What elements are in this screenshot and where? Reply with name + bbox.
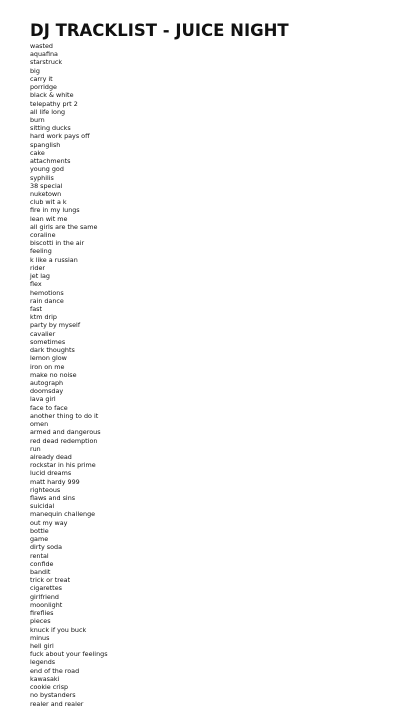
track-item: doomsday — [30, 387, 64, 396]
track-item: spanglish — [30, 140, 61, 149]
track-item: all life long — [30, 107, 66, 116]
track-item: biscotti in the air — [30, 239, 85, 248]
track-item: k like a russian — [30, 255, 78, 264]
page-title: DJ TRACKLIST - JUICE NIGHT — [30, 21, 289, 40]
track-item: rockstar in his prime — [30, 461, 96, 470]
track-item: burn — [30, 115, 45, 124]
track-item: girlfriend — [30, 592, 59, 601]
track-item: feeling — [30, 247, 52, 256]
track-item: bandit — [30, 568, 51, 576]
track-item: already dead — [30, 452, 72, 461]
track-item: hell girl — [30, 641, 54, 650]
track-item: coraline — [30, 231, 56, 240]
track-item: attachments — [30, 157, 71, 166]
track-item: confide — [30, 559, 54, 568]
track-item: flaws and sins — [30, 494, 76, 503]
track-item: fast — [30, 305, 43, 313]
track-item: fuck about your feelings — [30, 650, 108, 659]
track-item: another thing to do it — [30, 411, 99, 420]
track-item: ktm drip — [30, 313, 57, 322]
track-item: legends — [30, 658, 56, 667]
track-item: red dead redemption — [30, 436, 98, 445]
track-item: knuck if you buck — [30, 625, 87, 634]
track-item: syphilis — [30, 173, 54, 182]
track-item: make no noise — [30, 370, 77, 379]
track-item: telepathy prt 2 — [30, 99, 78, 108]
track-item: black & white — [30, 91, 74, 100]
track-item: cavalier — [30, 329, 56, 338]
track-item: kawasaki — [30, 674, 60, 683]
track-item: rider — [30, 263, 46, 272]
track-item: lemon glow — [30, 354, 67, 363]
track-item: jet lag — [30, 272, 50, 281]
track-item: autograph — [30, 378, 64, 387]
track-item: omen — [30, 420, 49, 429]
track-item: manequin challenge — [30, 510, 96, 519]
track-item: sitting ducks — [30, 124, 71, 133]
track-item: suicidal — [30, 502, 55, 511]
track-item: pieces — [30, 617, 51, 626]
track-item: realer and realer — [30, 699, 84, 708]
track-item: starstruck — [30, 58, 63, 67]
track-item: porridge — [30, 83, 57, 92]
track-item: cookie crisp — [30, 683, 69, 692]
track-item: face to face — [30, 403, 68, 412]
tracklist-document — [30, 20, 395, 708]
track-list — [30, 42, 395, 708]
track-item: carry it — [30, 74, 53, 83]
track-item: club wit a k — [30, 198, 67, 207]
track-item: sometimes — [30, 337, 66, 346]
track-item: dark thoughts — [30, 346, 75, 355]
track-item: nuketown — [30, 189, 62, 198]
track-item: lava girl — [30, 395, 56, 404]
track-item: trick or treat — [30, 576, 71, 585]
track-item: wasted — [30, 42, 53, 50]
track-item: moonlight — [30, 600, 63, 609]
track-item: big — [30, 66, 40, 75]
track-item: bottle — [30, 526, 49, 535]
track-item: end of the road — [30, 666, 80, 675]
track-item: no bystanders — [30, 691, 76, 700]
track-item: party by myself — [30, 321, 81, 330]
track-item: run — [30, 444, 41, 453]
track-item: cake — [30, 148, 45, 157]
track-item: righteous — [30, 485, 61, 494]
track-item: rain dance — [30, 296, 64, 305]
track-item: fire in my lungs — [30, 206, 80, 215]
track-item: young god — [30, 165, 64, 174]
track-item: dirty soda — [30, 543, 62, 552]
track-item: fireflies — [30, 609, 54, 618]
track-item: game — [30, 535, 49, 544]
track-item: hemotions — [30, 288, 64, 297]
track-item: rental — [30, 551, 49, 560]
track-item: hard work pays off — [30, 132, 90, 141]
track-item: flex — [30, 280, 42, 289]
track-item: minus — [30, 633, 50, 642]
track-item: iron on me — [30, 362, 65, 371]
track-item: matt hardy 999 — [30, 477, 80, 486]
track-item: lean wit me — [30, 214, 68, 223]
track-item: 38 special — [30, 181, 63, 190]
track-item: lucid dreams — [30, 469, 72, 478]
track-item: out my way — [30, 518, 68, 527]
track-item: cigarettes — [30, 584, 62, 593]
track-item: all girls are the same — [30, 222, 98, 231]
track-item: aquafina — [30, 50, 58, 59]
track-item: armed and dangerous — [30, 428, 101, 437]
